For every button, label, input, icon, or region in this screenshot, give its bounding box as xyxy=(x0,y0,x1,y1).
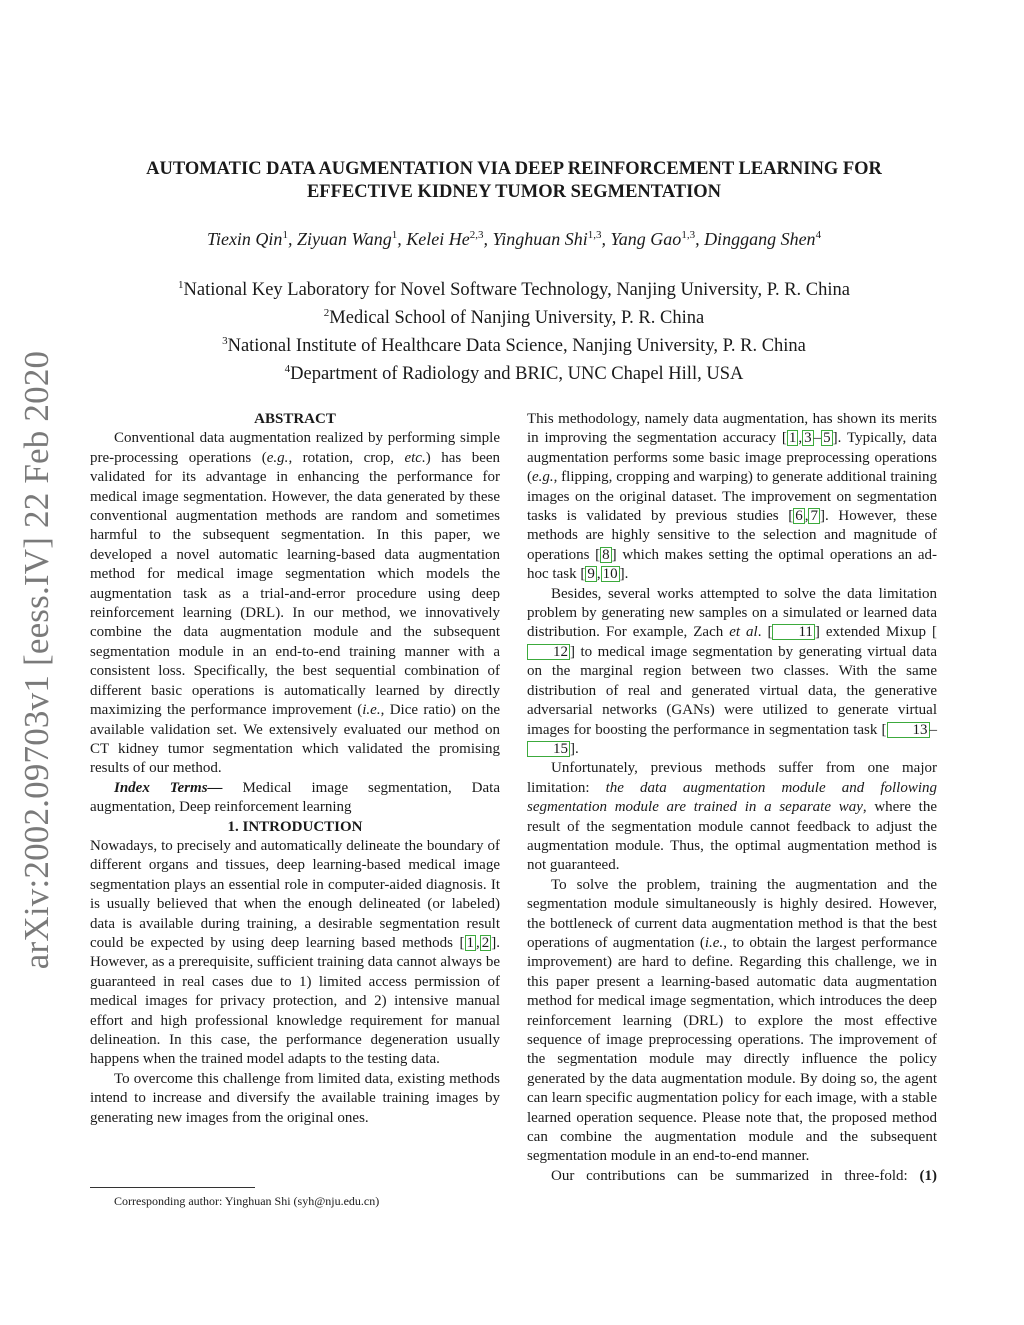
citation-link[interactable]: 10 xyxy=(602,566,618,583)
intro-paragraph-2: To overcome this challenge from limited data, existing methods intend to increase and diversify the available training images by generating new images from the original ones. xyxy=(90,1070,500,1126)
intro-paragraph-1: Nowadays, to precisely and automatically delineate the boundary of different organs and tissues, deep learning-based medical image segmentation plays an essential role in computer-aided diagnosis. It is usually believed that when the enough delineated (or labeled) data is available during training, a desirable segmentation result could be expected by using deep learning based methods [ 1 , 2 ]. However, as a prerequisite, sufficient training data cannot always be guaranteed in real cases due to 1) limited access permission of medical images for privacy protection, and 2) intensive manual effort and high professional knowledge requirement for manual delineation. In this case, the performance degeneration usually happens when the trained model adapts to the testing data. xyxy=(90,837,500,1068)
author-name: Tiexin Qin xyxy=(206,229,283,249)
left-column xyxy=(90,410,500,1128)
abstract-heading: ABSTRACT xyxy=(254,411,336,427)
citation-link[interactable]: 12 xyxy=(527,644,570,660)
citation-link[interactable]: 8 xyxy=(602,546,610,563)
title-line-2: EFFECTIVE KIDNEY TUMOR SEGMENTATION xyxy=(306,182,722,202)
citation-link[interactable]: 7 xyxy=(810,508,818,525)
author-name: Ziyuan Wang xyxy=(296,229,392,249)
citation-link[interactable]: 13 xyxy=(887,722,930,738)
section-heading-introduction: 1. INTRODUCTION xyxy=(227,818,363,835)
citation-link[interactable]: 1 xyxy=(466,934,474,951)
footnote: Corresponding author: Yinghuan Shi (syh@nju.edu.cn) xyxy=(114,1194,380,1208)
arxiv-stamp-text: arXiv:2002.09703v1 [eess.IV] 22 Feb 2020 xyxy=(17,350,56,970)
abstract-text: Conventional data augmentation realized by performing simple pre-processing operations (e.g., rotation, crop, etc.) has been validated for its advantage in enhancing the performance for medical image segmentation. However, the data generated by these conventional augmentation methods are random and sometimes harmful to the subsequent segmentation. In this paper, we developed a novel automatic learning-based data augmentation method for medical image segmentation which models the augmentation task as a trial-and-error procedure using deep reinforcement learning (DRL). In our method, we innovatively combine the data augmentation module and the subsequent segmentation module in an end-to-end training manner with a consistent loss. Specifically, the best sequential combination of different basic operations is automatically learned by directly maximizing the performance improvement (i.e., Dice ratio) on the available validation set. We extensively evaluated our method on CT kidney tumor segmentation which validated the promising results of our method. xyxy=(90,430,501,777)
author-affil-sup: 2,3 xyxy=(469,229,484,241)
citation-link[interactable]: 6 xyxy=(795,508,803,525)
title-line-1: AUTOMATIC DATA AUGMENTATION VIA DEEP REINFORCEMENT LEARNING FOR xyxy=(146,159,882,179)
citation-link[interactable]: 3 xyxy=(804,430,812,447)
right-paragraph-4: To solve the problem, training the augmentation and the segmentation module simultaneously is highly desired. However, the bottleneck of current data augmentation method is that the best operations of augmentation (i.e., to obtain the largest performance improvement) are hard to define. Regarding this challenge, we in this paper present a learning-based automatic data augmentation method for medical image segmentation, which introduces the deep reinforcement learning (DRL) to explore the most effective sequence of image preprocessing operations. The improvement of the segmentation module may directly influence the policy generated by the data augmentation module. By doing so, the agent can learn specific augmentation policy for each image, with a stable learned operation sequence. Please note that, the proposed method can combine the augmentation module and the subsequent segmentation module in an end-to-end manner. xyxy=(527,876,937,1165)
citation-link[interactable]: 2 xyxy=(481,934,490,951)
citation-link[interactable]: 1 xyxy=(788,430,797,447)
author-affil-sup: 1,3 xyxy=(587,229,602,241)
right-paragraph-2: Besides, several works attempted to solve the data limitation problem by generating new samples on a simulated or learned data distribution. For example, Zach et al. [ 11 ] extended Mixup [12 ] to medical image segmentation by generating virtual data on the marginal region between two classes. With the same distribution of real and generated virtual data, the generative adversarial networks (GANs) were utilized to generate virtual images for boosting the performance in segmentation task [ 13 –15 ]. xyxy=(527,585,937,757)
citation-link[interactable]: 15 xyxy=(527,741,570,757)
author-affil-sup: 4 xyxy=(815,229,822,241)
author-name: Yinghuan Shi xyxy=(492,229,588,249)
author-affil-sup: 1 xyxy=(282,229,288,241)
affiliation: $^2$Medical School of Nanjing University, P. R. China xyxy=(323,307,705,329)
affiliation: $^4$Department of Radiology and BRIC, UNC Chapel Hill, USA xyxy=(284,363,744,385)
affiliation-list xyxy=(90,274,938,387)
right-column xyxy=(527,410,937,1186)
paper-title xyxy=(90,158,938,204)
author-name: Yang Gao xyxy=(610,229,682,249)
author-affil-sup: 1,3 xyxy=(681,229,696,241)
author-list: Tiexin Qin$^1$, Ziyuan Wang$^1$, Kelei He$^{2,3}$, Yinghuan Shi$^{1,3}$, Yang Gao$^{1,3}$, Dinggang Shen$^4$ xyxy=(206,229,822,249)
footnote-divider xyxy=(90,1187,255,1188)
affiliation: $^3$National Institute of Healthcare Data Science, Nanjing University, P. R. China xyxy=(222,335,806,357)
affiliation: $^1$National Key Laboratory for Novel Software Technology, Nanjing University, P. R. China xyxy=(178,279,850,301)
author-name: Dinggang Shen xyxy=(704,229,816,249)
right-paragraph-5: Our contributions can be summarized in three-fold: (1) xyxy=(551,1167,937,1184)
right-paragraph-1: This methodology, namely data augmentation, has shown its merits in improving the segmentation accuracy [ 1 , 3 – 5 ]. Typically, data augmentation performs some basic image preprocessing operations (e.g., flipping, cropping and warping) to generate additional training images on the original dataset. The improvement on segmentation tasks is validated by previous studies [ 6 , 7 ]. However, these methods are highly sensitive to the selection and magnitude of operations [ 8 ] which makes setting the optimal operations an ad-hoc task [ 9 , 10 ]. xyxy=(527,411,938,583)
author-name: Kelei He xyxy=(406,229,470,249)
citation-link[interactable]: 9 xyxy=(587,566,595,583)
right-paragraph-3: Unfortunately, previous methods suffer from one major limitation: the data augmentation module and following segmentation module are trained in a separate way, where the result of the segmentation module cannot feedback to adjust the augmentation module. Thus, the optimal augmentation method is not guaranteed. xyxy=(527,760,938,874)
index-terms: Index Terms— Medical image segmentation, Data augmentation, Deep reinforcement learning xyxy=(90,779,500,816)
index-terms-label: Index Terms— xyxy=(114,779,223,796)
citation-link[interactable]: 5 xyxy=(823,430,831,447)
author-affil-sup: 1 xyxy=(391,229,398,241)
arxiv-stamp xyxy=(4,350,70,970)
citation-link[interactable]: 11 xyxy=(772,624,814,640)
